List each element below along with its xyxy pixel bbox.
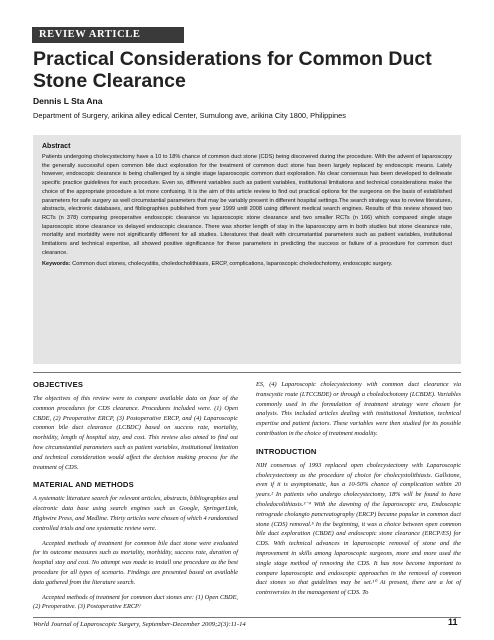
methods-paragraph-1: A systematic literature search for relevant articles, abstracts, bibliographies and electronic data base using search engines such as Google, SpringerLink, Highwire Press, and Medline. Thirty articles were chosen of which 4 randomised controlled trials and one systematic review were. (33, 495, 238, 532)
article-type-banner: REVIEW ARTICLE (32, 27, 184, 43)
abstract-text: Patients undergoing cholecystectomy have a 10 to 18% chance of common duct stone (CDS) being discovered during the procedure. With the advent of laparoscopy the generally successful open common bile duct exploration for the treatment of common duct stone has been largely replaced by endoscopic means. Lately however, endoscopic clearance is being challenged by a single stage laparoscopic common duct exploration. No clear consensus has been developed to delineate specific practice guidelines for each procedure. Even so, different variables such as patient variables, institutional limitations and technical considerations make the choice of the appropriate procedure a lot more confusing. It is the aim of this article review to find out practical options for the surgeons on the basis of established parameters for safe surgery as well circumstantial parameters that may be variably present in different hospital settings.The search strategy was to review literatures, abstracts, electronic databases, and fibliographies published from year 1999 until 2008 using different medical search engines. Results of this review showed two RCTs (n 378) comparing preoperative endoscopic clearance vs laparoscopic stone clearance and two smaller RCTs (n 166) which compared single stage laparoscopic stone clearance vs delayed endoscopic clearance. There was shorter length of stay in the laparoscopy arm in both studies but stone clearance rate, mortality and morbidity were not significantly different for all studies. Literatures that dealt with circumstantial parameters such as patient variables, institutional limitations and technical expertise, all showed positive significance for these parameters in predicting the success or failure of a procedure for common duct clearance. (42, 154, 452, 256)
divider-top (33, 372, 461, 373)
objectives-text: The objectives of this review were to compare available data on four of the common procedures for CDS clearance. Procedures included were. (1) Open CBDE, (2) Preoperative ERCP, (3) Postoperative ERCP, and (4) Laparoscopic common bile duct clearance (LCBDC) based on success rate, mortality, morbidity, length of hospital stay, and cost. This review also aimed to find out how circumstantial parameters such as patient variables, institutional limitation and technical consideration would affect the decision making process for the treatment of CDS. (33, 395, 238, 471)
methods-paragraph-2: Accepted methods of treatment for common bile duct stone were evaluated for its outcome measures such as mortality, morbidity, success rate, duration of hospital stay and cost. No attempt was made to install one procedure as the best procedure for all types of scenario. Findings are presented based on available data gathered from the literature search. (33, 539, 238, 586)
left-column (33, 380, 238, 617)
abstract-box (33, 135, 461, 364)
keywords-label: Keywords: (42, 261, 71, 268)
continued-text: ES, (4) Laparoscopic cholecystectomy with common duct clearance via transcystic route (LTCCBDE) or through a choledochotomy (LCBDE). Variables commonly used in the formulation of treatment strategy were chosen for analysis. This included articles dealing with institutional limitation, technical expertise and patient factors. These variables were then studied for its possible contribution in the choice of treatment modality. (256, 381, 461, 437)
keywords (42, 260, 452, 269)
methods-paragraph-3: Accepted methods of treatment for common duct stones are: (1) Open CBDE, (2) Preoperative. (3) Postoperative ERCP/ (33, 593, 238, 611)
methods-heading: MATERIAL AND METHODS (33, 480, 134, 490)
objectives-heading: OBJECTIVES (33, 380, 84, 389)
author-name: Dennis L Sta Ana (33, 96, 103, 106)
author-affiliation: Department of Surgery, arikina alley edical Center, Sumulong ave, arikina City 1800, Philippines (33, 111, 346, 120)
introduction-text: NIH consensus of 1993 replaced open cholecystectomy with Laparoscopic cholecystectomy as the procedure of choice for cholecystolithiasis. Gallstone, even if it is asymptomatic, has a 10-50% chance of complication within 20 years.² In patients who undergo cholecystectomy, 18% will be found to have choledocolithiasis.³⁻⁴ With the dawning of the laparoscopic era, Endoscopic retrograde cholangio pancreatography (ERCP) became popular in common duct stone (CDS) removal.⁵ In the beginning, it was a choice between open common bile duct exploration (CBDE) and endoscopic stone clearance (ERCP/ES) for CDS. With technical advances in laparoscopic removal of stone and the improvement in skills among laparoscopic surgeons, more and more used the single stage method of removing the CDS. It has now become important to compare laparoscopic and endoscopic approaches in the removal of common duct stones so that guidelines may be set.¹⁰ At present, there are a lot of controversies in the management of CDS. To (256, 461, 461, 597)
abstract-heading: Abstract (42, 143, 71, 150)
right-column (256, 380, 461, 603)
page-number: 11 (448, 617, 458, 627)
journal-citation: World Journal of Laparoscopic Surgery, September-December 2009;2(3):11-14 (33, 621, 246, 628)
introduction-heading: INTRODUCTION (256, 446, 317, 456)
divider-bottom (33, 617, 461, 618)
article-title: Practical Considerations for Common Duct Stone Clearance (33, 48, 432, 92)
keywords-text: Common duct stones, cholecystitis, choledocholithiasis, ERCP, complications, laparoscopic choledochotomy, endoscopic surgery. (72, 261, 393, 268)
